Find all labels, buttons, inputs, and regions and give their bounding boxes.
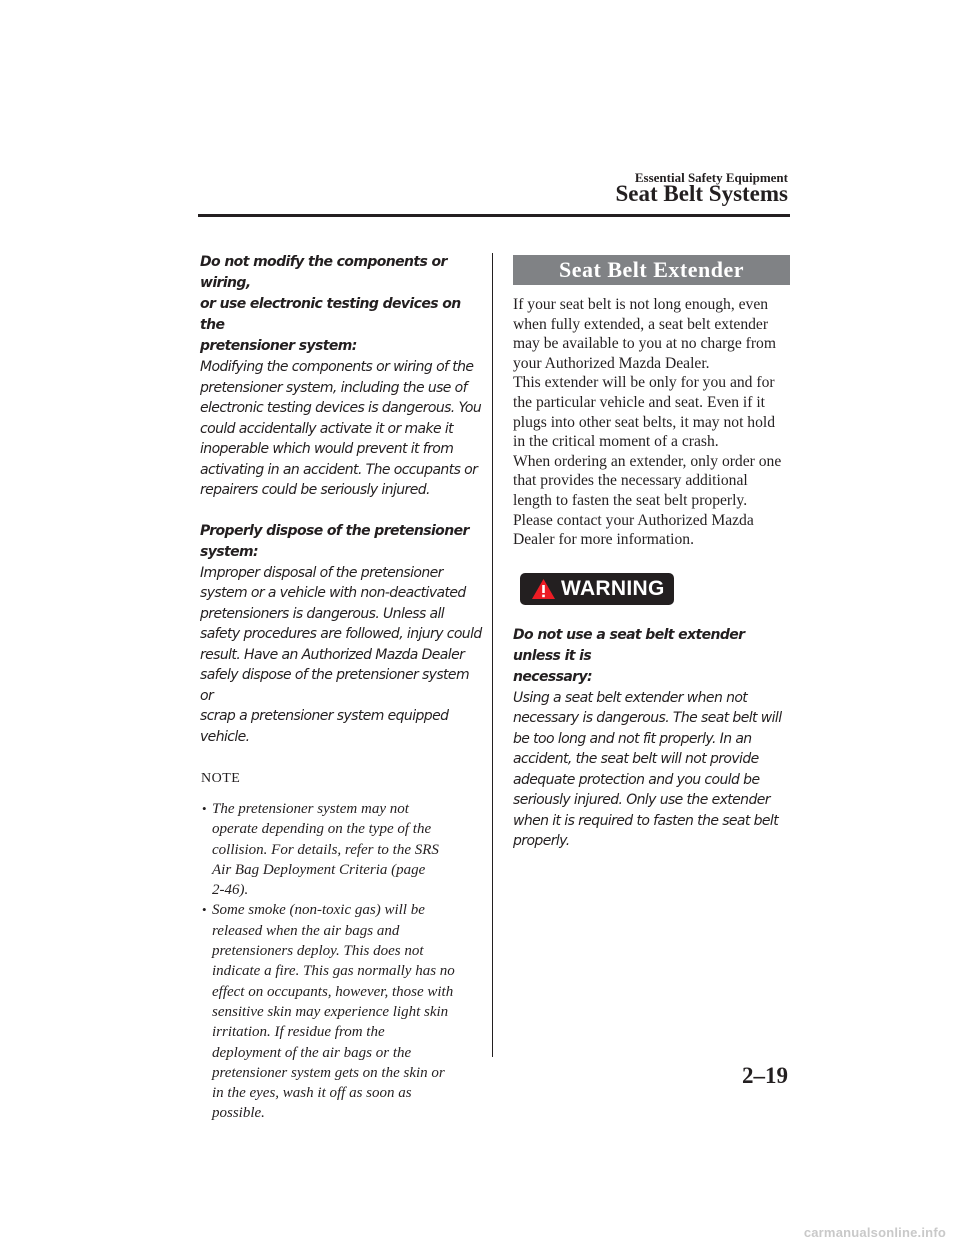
- warning-body: [513, 688, 793, 852]
- text-line: pretensioner system, including the use of: [200, 379, 467, 396]
- text-line: the particular vehicle and seat. Even if it: [513, 393, 765, 411]
- text-line: sensitive skin may experience light skin: [212, 1003, 449, 1020]
- extender-description: [513, 295, 793, 550]
- text-line: in the eyes, wash it off as soon as: [212, 1085, 412, 1102]
- text-line: effect on occupants, however, those with: [212, 983, 454, 1000]
- text-line: in the critical moment of a crash.: [513, 433, 719, 451]
- text-line: adequate protection and you could be: [513, 771, 760, 788]
- text-line: pretensioners deploy. This does not: [212, 943, 424, 960]
- text-line: when it is required to fasten the seat belt: [513, 812, 779, 829]
- text-line: activating in an accident. The occupants or: [200, 461, 478, 478]
- warning-dispose-pretensioner: [200, 521, 482, 748]
- text-line: pretensioner system:: [200, 338, 357, 354]
- bullet-icon: •: [202, 902, 207, 918]
- text-line: Properly dispose of the pretensioner: [200, 522, 469, 539]
- text-line: The pretensioner system may not: [212, 801, 409, 817]
- text-line: electronic testing devices is dangerous. You: [200, 400, 482, 416]
- page-title: Seat Belt Systems: [615, 181, 788, 206]
- text-line: indicate a fire. This gas normally has no: [212, 963, 455, 980]
- text-line: pretensioners is dangerous. Unless all: [200, 605, 445, 622]
- left-column: [200, 252, 482, 1124]
- text-line: deployment of the air bags or the: [212, 1044, 412, 1061]
- text-line: Do not use a seat belt extender unless it is: [513, 626, 745, 664]
- text-line: seriously injured. Only use the extender: [513, 792, 770, 809]
- text-line: necessary:: [513, 668, 592, 685]
- text-line: irritation. If residue from the: [212, 1024, 385, 1041]
- text-line: result. Have an Authorized Mazda Dealer: [200, 646, 465, 663]
- text-line: inoperable which would prevent it from: [200, 441, 454, 457]
- text-line: released when the air bags and: [212, 922, 400, 939]
- text-line: vehicle.: [200, 728, 250, 745]
- note-label: NOTE: [201, 771, 241, 786]
- text-line: safety procedures are followed, injury could: [200, 626, 482, 642]
- text-line: operate depending on the type of the: [212, 821, 432, 838]
- note-item: [200, 900, 482, 1123]
- text-line: may be available to you at no charge from: [513, 335, 776, 353]
- text-line: pretensioner system gets on the skin or: [212, 1064, 445, 1081]
- text-line: system:: [200, 543, 258, 560]
- page-number: 2–19: [742, 1063, 788, 1088]
- text-line: or use electronic testing devices on the: [200, 296, 461, 333]
- text-line: accident, the seat belt will not provide: [513, 751, 759, 768]
- text-line: scrap a pretensioner system equipped: [200, 708, 449, 724]
- text-line: 2-46).: [212, 882, 249, 899]
- warning-heading: [200, 521, 482, 563]
- warning-heading: [200, 252, 482, 357]
- note-list: [200, 799, 482, 1124]
- warning-heading: [513, 625, 793, 688]
- text-line: Some smoke (non-toxic gas) will be: [212, 902, 425, 919]
- right-column: [513, 255, 793, 852]
- header-rule: [198, 214, 790, 217]
- text-line: collision. For details, refer to the SRS: [212, 841, 439, 858]
- text-line: possible.: [212, 1105, 265, 1122]
- text-line: repairers could be seriously injured.: [200, 482, 430, 498]
- text-line: when fully extended, a seat belt extender: [513, 315, 769, 333]
- text-line: This extender will be only for you and for: [513, 374, 775, 392]
- section-heading-banner: Seat Belt Extender: [513, 255, 790, 285]
- text-line: that provides the necessary additional: [513, 472, 748, 490]
- text-line: could accidentally activate it or make it: [200, 420, 454, 437]
- warning-triangle-icon: [531, 578, 556, 600]
- text-line: Dealer for more information.: [513, 531, 694, 549]
- text-line: If your seat belt is not long enough, even: [513, 296, 769, 313]
- text-line: When ordering an extender, only order one: [513, 452, 782, 470]
- watermark: carmanualsonline.info: [803, 1225, 946, 1240]
- text-line: Using a seat belt extender when not: [513, 689, 748, 706]
- warning-label: WARNING: [561, 576, 665, 600]
- warning-body: [200, 357, 482, 501]
- column-divider: [492, 253, 493, 1057]
- warning-body: [200, 563, 482, 748]
- section-name: Essential Safety Equipment: [634, 170, 788, 185]
- text-line: Improper disposal of the pretensioner: [200, 564, 443, 581]
- text-line: properly.: [513, 833, 570, 850]
- text-line: Modifying the components or wiring of the: [200, 359, 474, 375]
- text-line: necessary is dangerous. The seat belt will: [513, 710, 782, 727]
- warning-modify-pretensioner: [200, 252, 482, 501]
- text-line: Air Bag Deployment Criteria (page: [212, 861, 426, 878]
- text-line: plugs into other seat belts, it may not hold: [513, 413, 776, 431]
- text-line: be too long and not fit properly. In an: [513, 730, 752, 747]
- text-line: Please contact your Authorized Mazda: [513, 511, 754, 529]
- bullet-icon: •: [202, 801, 207, 816]
- text-line: Do not modify the components or wiring,: [200, 254, 447, 291]
- warning-badge: [520, 573, 674, 605]
- note-text: [212, 900, 482, 1123]
- warning-extender: [513, 625, 793, 852]
- note-text: [212, 799, 482, 900]
- text-line: system or a vehicle with non-deactivated: [200, 585, 466, 601]
- note-item: [200, 799, 482, 900]
- text-line: safely dispose of the pretensioner system or: [200, 667, 469, 704]
- text-line: your Authorized Mazda Dealer.: [513, 354, 710, 372]
- text-line: length to fasten the seat belt properly.: [513, 491, 748, 509]
